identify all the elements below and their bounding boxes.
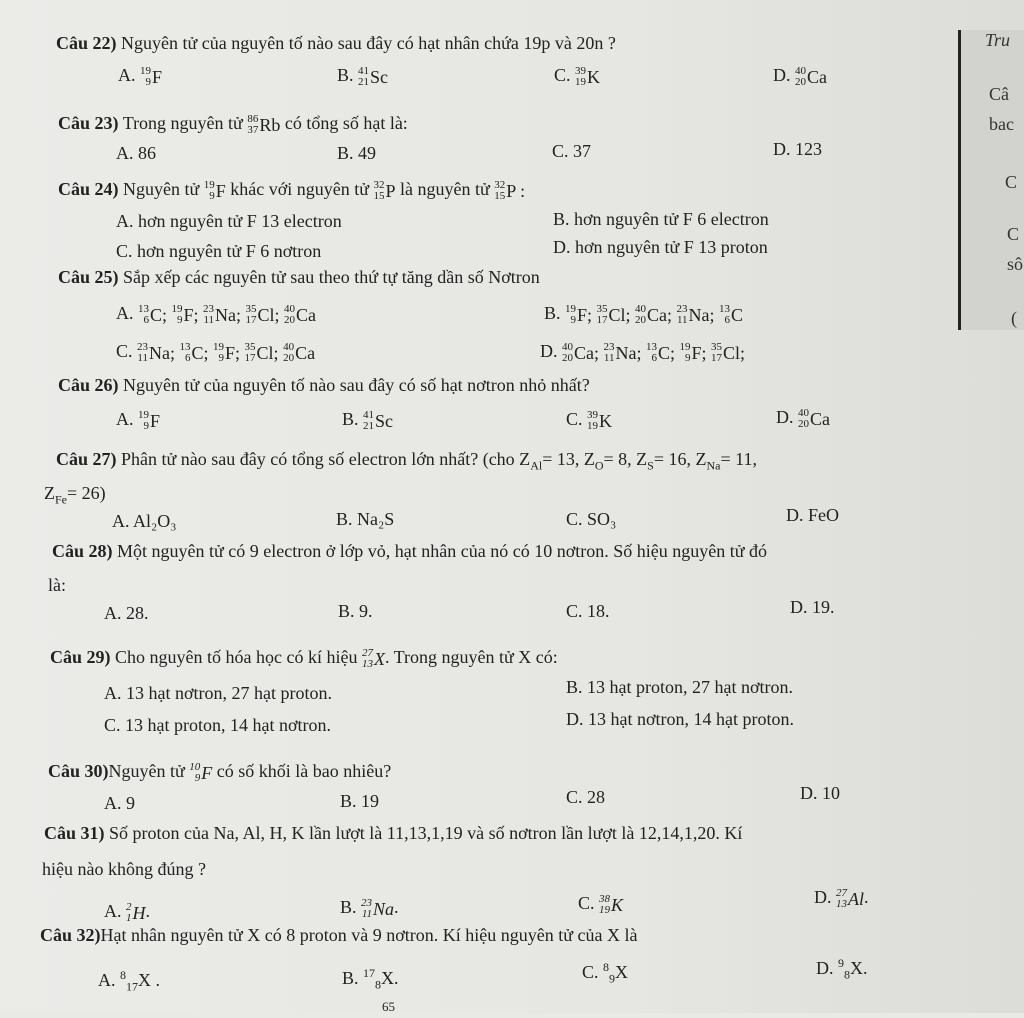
option-29-b: B. 13 hạt proton, 27 hạt nơtron.	[566, 677, 793, 697]
question-31: Câu 31) Số proton của Na, Al, H, K lần lượt là 11,13,1,19 và số nơtron lần lượt là 12,14,1,20. Kí	[44, 823, 743, 843]
option-23-a: A. 86	[116, 143, 156, 163]
option-32-b: B. $^{17}_8$X.	[342, 966, 399, 992]
option-29-c: C. 13 hạt proton, 14 hạt nơtron.	[104, 715, 331, 735]
margin-fragment: Tru	[985, 30, 1011, 50]
option-24-d: D. hơn nguyên tử F 13 proton	[553, 237, 768, 257]
option-28-d: D. 19.	[790, 597, 835, 617]
option-30-a: A. 9	[104, 793, 135, 813]
adjacent-page-fold	[958, 30, 1024, 330]
question-29: Câu 29) Cho nguyên tố hóa học có kí hiệu 27 13 X . Trong nguyên tử X có:	[50, 646, 558, 670]
option-29-d: D. 13 hạt nơtron, 14 hạt proton.	[566, 709, 794, 729]
option-27-c: C. SO₃	[566, 509, 617, 529]
question-24: Câu 24) Nguyên tử 19 9 F khác với nguyên tử 32 15 P là nguyên tử 32 15 P :	[58, 178, 526, 202]
question-28-line2: là:	[48, 575, 66, 595]
option-22-a: A. 19 9 F	[118, 64, 163, 88]
question-30: Câu 30)Nguyên tử 10 9 F có số khối là bao nhiêu?	[48, 760, 392, 784]
option-26-b: B. 41 21 Sc	[342, 408, 394, 432]
question-31-line2: hiệu nào không đúng ?	[42, 859, 206, 879]
isotope: 19 9 F	[203, 178, 226, 202]
option-23-c: C. 37	[552, 141, 592, 161]
option-24-c: C. hơn nguyên tử F 6 nơtron	[116, 241, 322, 261]
question-text: Nguyên tử của nguyên tố nào sau đây có hạt nhân chứa 19p và 20n ?	[121, 33, 616, 53]
question-label: Câu 22)	[56, 33, 117, 53]
question-28: Câu 28) Một nguyên tử có 9 electron ở lớp vỏ, hạt nhân của nó có 10 nơtron. Số hiệu nguyên tử đó	[52, 541, 767, 561]
option-27-b: B. Na₂S	[336, 509, 395, 529]
option-22-d: D. 40 20 Ca	[773, 64, 827, 88]
option-27-d: D. FeO	[786, 505, 839, 525]
option-28-a: A. 28.	[104, 603, 149, 623]
option-31-b: B. 23 11 Na .	[340, 896, 399, 920]
question-32: Câu 32)Hạt nhân nguyên tử X có 8 proton và 9 nơtron. Kí hiệu nguyên tử của X là	[40, 925, 638, 945]
margin-fragment: bac	[989, 114, 1014, 134]
isotope: 10 9 F	[189, 760, 213, 784]
isotope: 86 37 Rb	[247, 112, 281, 136]
question-27-line2: $Z_{Fe}= 26$)	[44, 483, 106, 507]
question-25: Câu 25) Sắp xếp các nguyên tử sau theo thứ tự tăng dần số Nơtron	[58, 267, 540, 287]
option-32-a: A. $^8_{17}$X .	[98, 968, 160, 994]
option-31-c: C. 38 19 K	[578, 892, 624, 916]
option-22-c: C. 39 19 K	[554, 64, 601, 88]
option-25-d: D. 40 20 Ca; 23 11 Na; 13 6 C; 19 9 F; 35 17 Cl;	[540, 340, 746, 364]
option-26-d: D. 40 20 Ca	[776, 406, 830, 430]
option-23-b: B. 49	[337, 143, 377, 163]
isotope: 39 19 K	[575, 64, 601, 88]
option-28-c: C. 18.	[566, 601, 610, 621]
option-29-a: A. 13 hạt nơtron, 27 hạt proton.	[104, 683, 332, 703]
option-30-d: D. 10	[800, 783, 840, 803]
isotope: 40 20 Ca	[795, 64, 827, 88]
margin-fragment: C	[1005, 172, 1018, 192]
option-32-c: C. $^8_9$X	[582, 960, 629, 986]
option-25-c: C. 23 11 Na; 13 6 C; 19 9 F; 35 17 Cl; 40 20 Ca	[116, 340, 316, 364]
isotope: 41 21 Sc	[358, 64, 389, 88]
option-24-b: B. hơn nguyên tử F 6 electron	[553, 209, 769, 229]
option-31-d: D. 27 13 Al .	[814, 886, 869, 910]
question-26: Câu 26) Nguyên tử của nguyên tố nào sau đây có số hạt nơtron nhỏ nhất?	[58, 375, 590, 395]
option-23-d: D. 123	[773, 139, 822, 159]
margin-fragment: Câ	[989, 84, 1009, 104]
question-27: Câu 27) Phân tử nào sau đây có tổng số electron lớn nhất? (cho $Z_{Al}= 13$, $Z_O= 8$, $Z_S= 16$, $Z_{Na}= 11$,	[56, 449, 757, 473]
option-25-b: B. 19 9 F; 35 17 Cl; 40 20 Ca; 23 11 Na; 13 6 C	[544, 302, 744, 326]
isotope: 27 13 X	[361, 646, 385, 670]
option-30-c: C. 28	[566, 787, 606, 807]
margin-fragment: sô	[1007, 254, 1024, 274]
option-27-a: A. Al₂O₃	[112, 511, 177, 531]
isotope: 32 15 P	[373, 178, 396, 202]
isotope: 19 9 F	[140, 64, 163, 88]
option-31-a: A. 2 1 H .	[104, 900, 150, 924]
margin-fragment: C	[1007, 224, 1020, 244]
option-28-b: B. 9.	[338, 601, 373, 621]
option-24-a: A. hơn nguyên tử F 13 electron	[116, 211, 342, 231]
option-25-a: A. 13 6 C; 19 9 F; 23 11 Na; 35 17 Cl; 40 20 Ca	[116, 302, 317, 326]
option-30-b: B. 19	[340, 791, 380, 811]
bottom-fragment: 65	[382, 999, 395, 1014]
question-22	[56, 32, 616, 54]
option-22-b: B. 41 21 Sc	[337, 64, 389, 88]
isotope: 32 15 P :	[494, 178, 526, 202]
option-26-a: A. 19 9 F	[116, 408, 161, 432]
option-26-c: C. 39 19 K	[566, 408, 613, 432]
question-23: Câu 23) Trong nguyên tử 86 37 Rb có tổng số hạt là:	[58, 112, 408, 136]
margin-fragment: (	[1011, 308, 1017, 328]
option-32-d: D. $^9_8$X.	[816, 956, 868, 982]
